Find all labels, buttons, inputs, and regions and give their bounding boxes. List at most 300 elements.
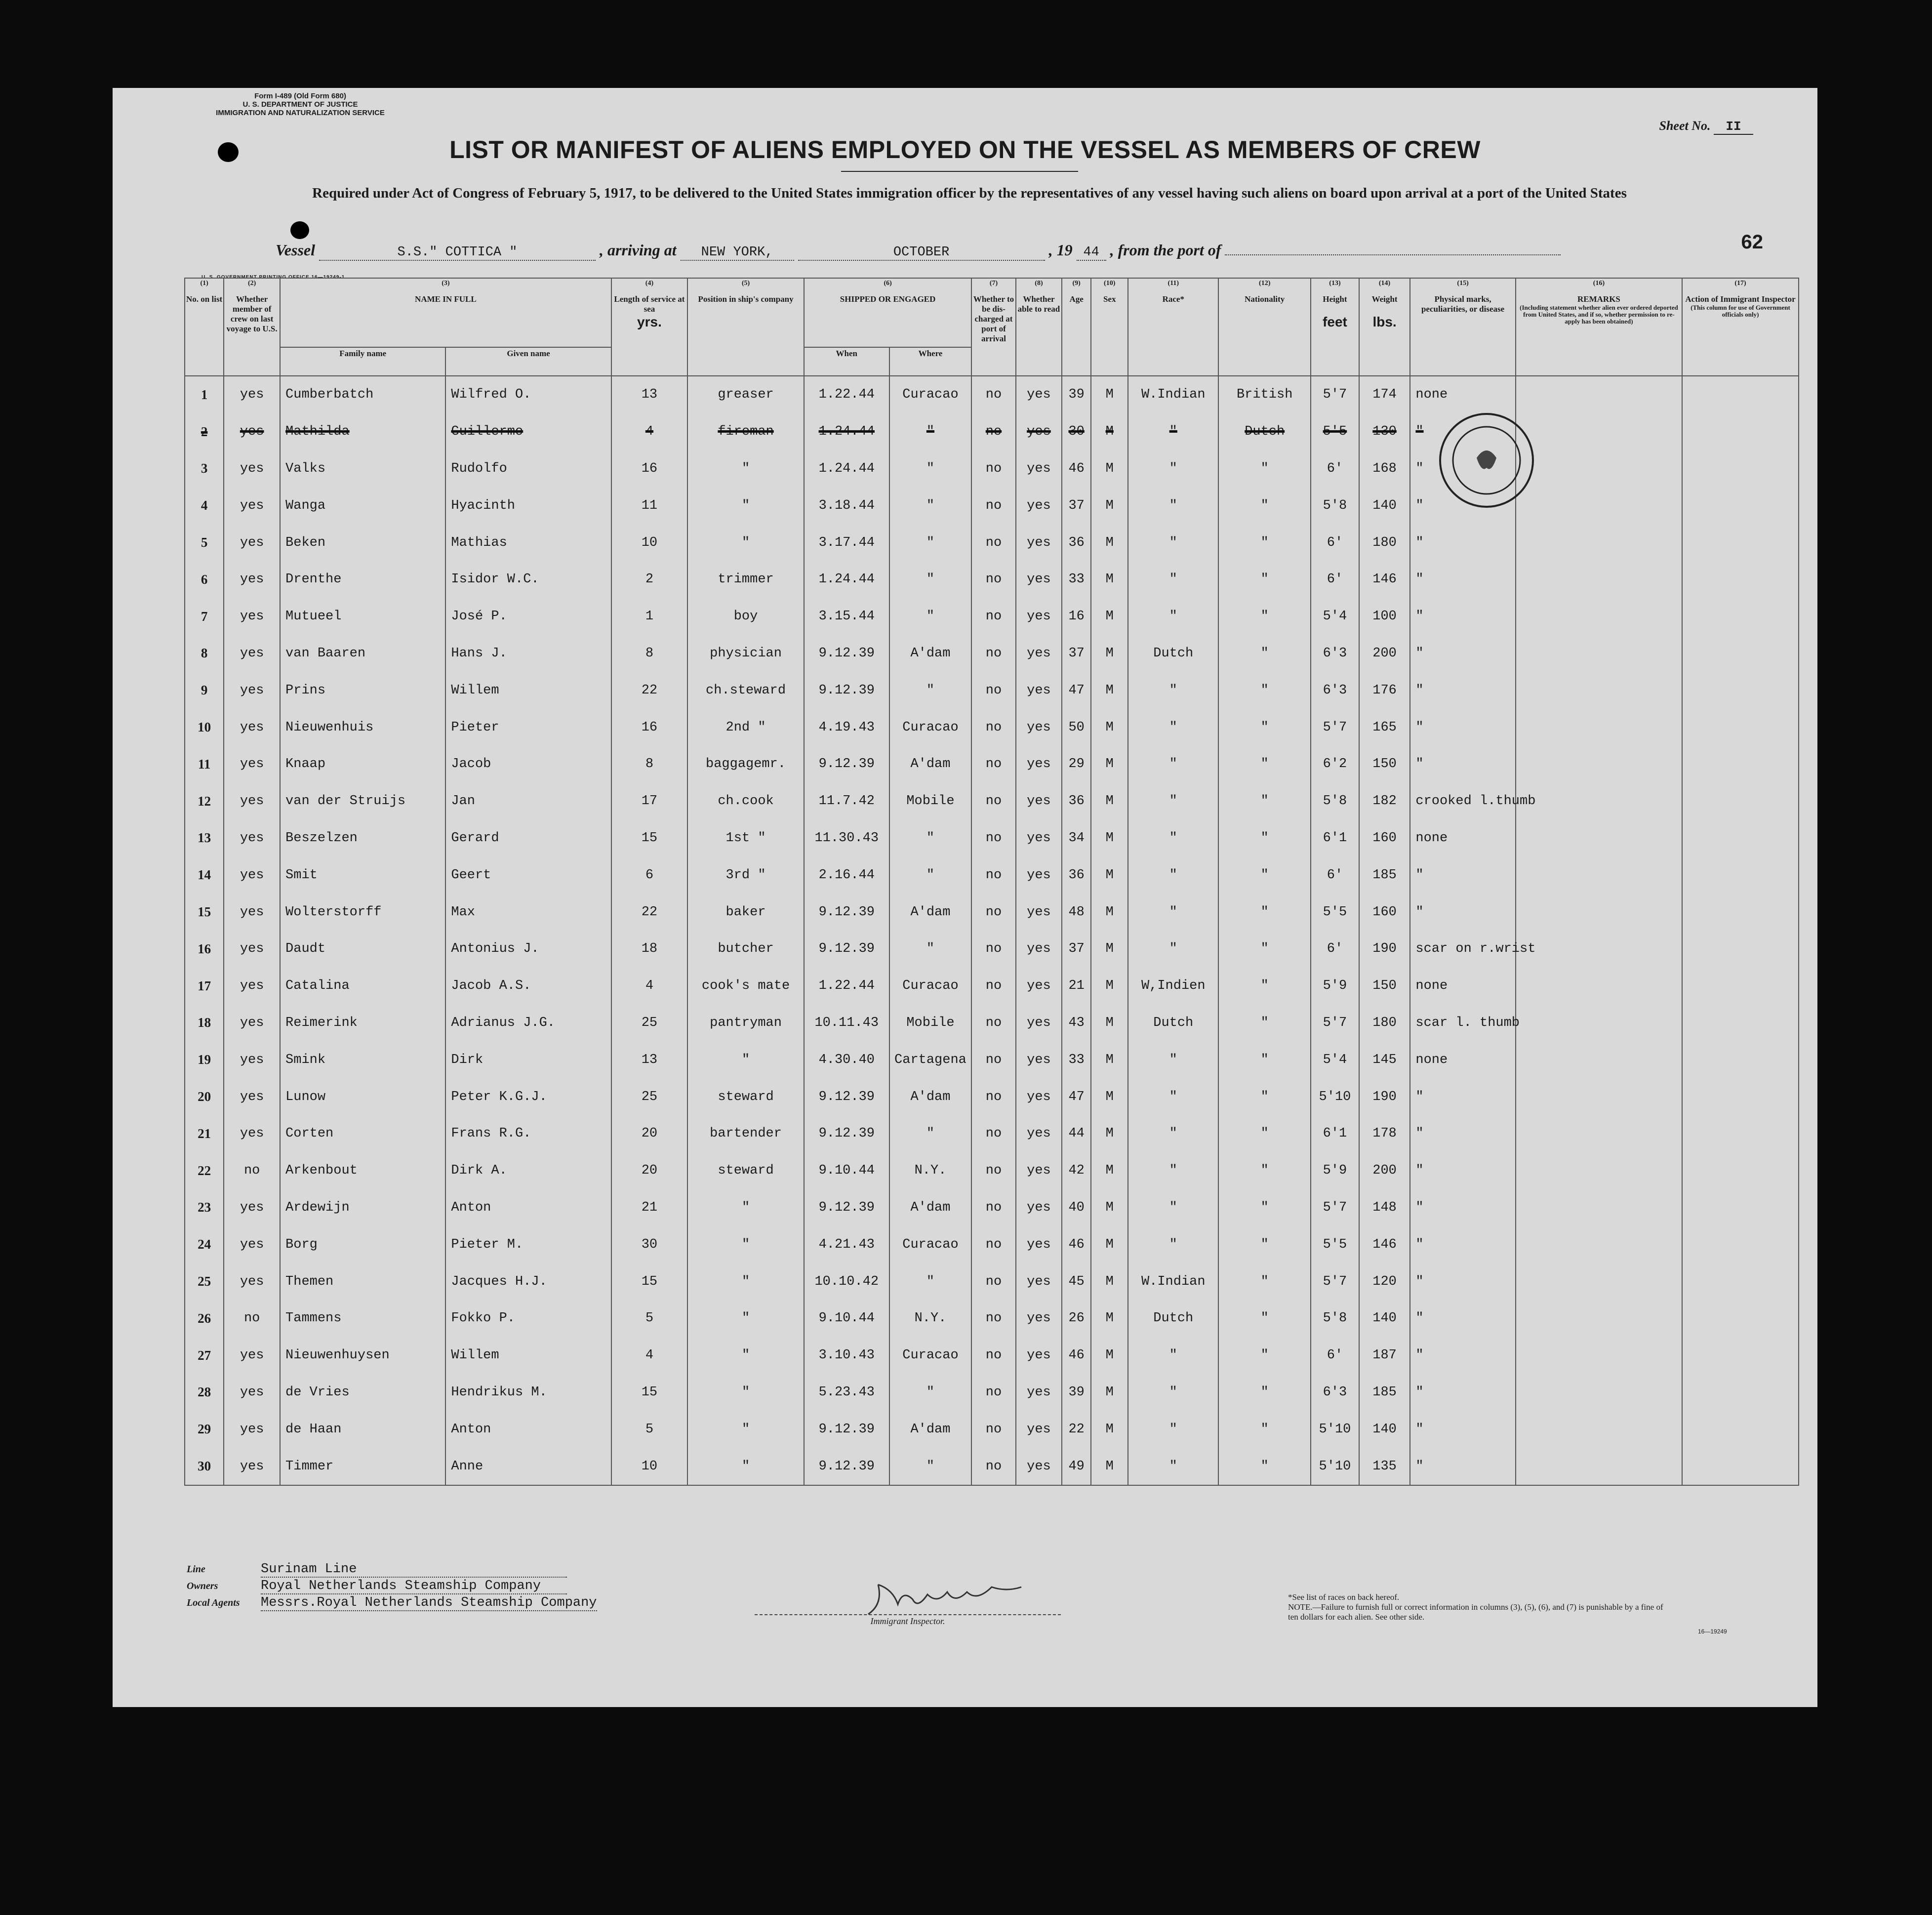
race-cell: "	[1128, 1189, 1218, 1226]
inspector-action-cell	[1682, 894, 1799, 931]
given-name-cell: Hyacinth	[445, 487, 611, 524]
table-row	[185, 1078, 1799, 1115]
inspector-action-cell	[1682, 672, 1799, 709]
shipped-when-cell: 4.19.43	[804, 709, 889, 746]
nationality-cell: "	[1218, 1411, 1311, 1448]
shipped-where-cell: A'dam	[889, 894, 972, 931]
service-years-cell: 4	[611, 968, 687, 1005]
remarks-cell	[1516, 746, 1682, 783]
family-name-cell: Ardewijn	[280, 1189, 445, 1226]
position-cell: fireman	[687, 413, 804, 450]
shipped-when-cell: 9.12.39	[804, 1115, 889, 1152]
last-voyage-cell: no	[224, 1152, 280, 1189]
weight-cell: 180	[1359, 524, 1410, 561]
title-divider	[841, 171, 1078, 172]
age-cell: 40	[1062, 1189, 1091, 1226]
position-cell: "	[687, 1411, 804, 1448]
remarks-cell	[1516, 561, 1682, 598]
table-row	[185, 450, 1799, 488]
age-cell: 29	[1062, 746, 1091, 783]
able-to-read-cell: yes	[1016, 1005, 1062, 1042]
owners-label: Owners	[187, 1581, 218, 1591]
physical-marks-cell: "	[1410, 1411, 1515, 1448]
nationality-cell: "	[1218, 1005, 1311, 1042]
shipped-where-cell: "	[889, 450, 972, 488]
race-cell: "	[1128, 1337, 1218, 1374]
physical-marks-cell: "	[1410, 487, 1515, 524]
family-name-cell: Lunow	[280, 1078, 445, 1115]
discharged-cell: no	[971, 635, 1015, 672]
given-name-cell: Mathias	[445, 524, 611, 561]
age-cell: 30	[1062, 413, 1091, 450]
sex-cell: M	[1091, 1189, 1128, 1226]
race-cell: "	[1128, 487, 1218, 524]
penalty-note: NOTE.—Failure to furnish full or correct information in columns (3), (5), (6), and (7) is punishable by a fine of ten dollars for each alien. See other side.	[1288, 1602, 1663, 1622]
given-name-cell: Max	[445, 894, 611, 931]
remarks-cell	[1516, 635, 1682, 672]
race-cell: "	[1128, 1374, 1218, 1411]
sex-cell: M	[1091, 709, 1128, 746]
discharged-cell: no	[971, 1448, 1015, 1485]
table-row	[185, 376, 1799, 413]
age-cell: 48	[1062, 894, 1091, 931]
shipped-when-cell: 9.12.39	[804, 1189, 889, 1226]
table-row	[185, 1005, 1799, 1042]
inspector-label: Immigrant Inspector.	[755, 1614, 1061, 1627]
family-name-cell: Beken	[280, 524, 445, 561]
discharged-cell: no	[971, 709, 1015, 746]
remarks-cell	[1516, 1005, 1682, 1042]
service-years-cell: 16	[611, 450, 687, 488]
position-cell: physician	[687, 635, 804, 672]
owners-value: Royal Netherlands Steamship Company	[261, 1579, 567, 1594]
shipped-when-cell: 9.12.39	[804, 1448, 889, 1485]
agents-value: Messrs.Royal Netherlands Steamship Company	[261, 1595, 597, 1610]
table-row	[185, 1152, 1799, 1189]
able-to-read-cell: yes	[1016, 672, 1062, 709]
position-cell: ch.steward	[687, 672, 804, 709]
position-cell: "	[687, 450, 804, 488]
shipped-where-cell: "	[889, 931, 972, 968]
height-cell: 6'	[1311, 524, 1359, 561]
position-cell: "	[687, 1226, 804, 1263]
sex-cell: M	[1091, 635, 1128, 672]
col-race: (11) Race*	[1128, 278, 1218, 376]
discharged-cell: no	[971, 561, 1015, 598]
race-cell: Dutch	[1128, 1005, 1218, 1042]
consulate-seal	[1437, 411, 1536, 510]
agents-row	[187, 1594, 597, 1611]
remarks-cell	[1516, 1152, 1682, 1189]
discharged-cell: no	[971, 1263, 1015, 1300]
position-cell: "	[687, 1448, 804, 1485]
col-last-voyage: (2) Whether member of crew on last voyage to U.S.	[224, 278, 280, 376]
race-cell: "	[1128, 561, 1218, 598]
line-label: Line	[187, 1564, 205, 1575]
service-years-cell: 10	[611, 1448, 687, 1485]
arrival-month: OCTOBER	[798, 245, 1045, 261]
physical-marks-cell: none	[1410, 1041, 1515, 1078]
nationality-cell: "	[1218, 1263, 1311, 1300]
footer-notes	[1288, 1592, 1663, 1622]
nationality-cell: "	[1218, 1189, 1311, 1226]
shipped-where-cell: "	[889, 672, 972, 709]
line-row	[187, 1561, 597, 1578]
shipped-where-cell: "	[889, 524, 972, 561]
nationality-cell: "	[1218, 1300, 1311, 1337]
age-cell: 36	[1062, 856, 1091, 894]
height-cell: 6'3	[1311, 1374, 1359, 1411]
race-cell: "	[1128, 450, 1218, 488]
inspector-action-cell	[1682, 1005, 1799, 1042]
physical-marks-cell: "	[1410, 856, 1515, 894]
inspector-action-cell	[1682, 1078, 1799, 1115]
physical-marks-cell: "	[1410, 894, 1515, 931]
inspector-action-cell	[1682, 1041, 1799, 1078]
sex-cell: M	[1091, 1226, 1128, 1263]
shipped-where-cell: Mobile	[889, 783, 972, 820]
row-number-cell: 19	[185, 1041, 224, 1078]
row-number-cell: 16	[185, 931, 224, 968]
row-number-cell: 24	[185, 1226, 224, 1263]
shipped-where-cell: "	[889, 1115, 972, 1152]
nationality-cell: "	[1218, 820, 1311, 857]
table-row	[185, 598, 1799, 635]
remarks-cell	[1516, 894, 1682, 931]
family-name-cell: van der Struijs	[280, 783, 445, 820]
service-years-cell: 4	[611, 413, 687, 450]
nationality-cell: "	[1218, 783, 1311, 820]
vessel-label: Vessel	[276, 241, 315, 259]
last-voyage-cell: no	[224, 1300, 280, 1337]
service-years-cell: 18	[611, 931, 687, 968]
shipped-when-cell: 9.12.39	[804, 894, 889, 931]
weight-cell: 135	[1359, 1448, 1410, 1485]
age-cell: 46	[1062, 450, 1091, 488]
row-number-cell: 4	[185, 487, 224, 524]
inspector-action-cell	[1682, 820, 1799, 857]
row-number-cell: 25	[185, 1263, 224, 1300]
age-cell: 34	[1062, 820, 1091, 857]
remarks-cell	[1516, 1226, 1682, 1263]
given-name-cell: Geert	[445, 856, 611, 894]
weight-cell: 100	[1359, 598, 1410, 635]
sex-cell: M	[1091, 1263, 1128, 1300]
service-years-cell: 8	[611, 746, 687, 783]
family-name-cell: Smit	[280, 856, 445, 894]
shipped-where-cell: "	[889, 1374, 972, 1411]
remarks-cell	[1516, 1337, 1682, 1374]
weight-cell: 200	[1359, 635, 1410, 672]
shipped-when-cell: 1.24.44	[804, 413, 889, 450]
row-number-cell: 21	[185, 1115, 224, 1152]
nationality-cell: "	[1218, 931, 1311, 968]
sex-cell: M	[1091, 968, 1128, 1005]
service-years-cell: 17	[611, 783, 687, 820]
inspector-action-cell	[1682, 1374, 1799, 1411]
remarks-cell	[1516, 1374, 1682, 1411]
physical-marks-cell: "	[1410, 561, 1515, 598]
physical-marks-cell: "	[1410, 1152, 1515, 1189]
remarks-cell	[1516, 524, 1682, 561]
sex-cell: M	[1091, 1152, 1128, 1189]
col-sex: (10) Sex	[1091, 278, 1128, 376]
sex-cell: M	[1091, 376, 1128, 413]
age-cell: 39	[1062, 1374, 1091, 1411]
last-voyage-cell: yes	[224, 709, 280, 746]
sex-cell: M	[1091, 1374, 1128, 1411]
col-number: (1) No. on list	[185, 278, 224, 376]
family-name-cell: Arkenbout	[280, 1152, 445, 1189]
shipped-when-cell: 9.12.39	[804, 1078, 889, 1115]
position-cell: 3rd "	[687, 856, 804, 894]
position-cell: "	[687, 1263, 804, 1300]
row-number-cell: 29	[185, 1411, 224, 1448]
inspector-action-cell	[1682, 746, 1799, 783]
physical-marks-cell: "	[1410, 1448, 1515, 1485]
row-number-cell: 26	[185, 1300, 224, 1337]
height-cell: 5'9	[1311, 968, 1359, 1005]
sheet-number-value: II	[1714, 119, 1753, 135]
able-to-read-cell: yes	[1016, 820, 1062, 857]
inspector-action-cell	[1682, 1226, 1799, 1263]
height-cell: 5'10	[1311, 1411, 1359, 1448]
service-years-cell: 15	[611, 1374, 687, 1411]
family-name-cell: Drenthe	[280, 561, 445, 598]
nationality-cell: "	[1218, 1374, 1311, 1411]
family-name-cell: Valks	[280, 450, 445, 488]
weight-cell: 176	[1359, 672, 1410, 709]
row-number-cell: 17	[185, 968, 224, 1005]
family-name-cell: Beszelzen	[280, 820, 445, 857]
remarks-cell	[1516, 1078, 1682, 1115]
family-name-cell: Mutueel	[280, 598, 445, 635]
position-cell: "	[687, 1300, 804, 1337]
able-to-read-cell: yes	[1016, 1263, 1062, 1300]
shipped-when-cell: 1.24.44	[804, 450, 889, 488]
nationality-cell: "	[1218, 672, 1311, 709]
inspector-action-cell	[1682, 709, 1799, 746]
weight-cell: 150	[1359, 746, 1410, 783]
shipped-where-cell: Curacao	[889, 1226, 972, 1263]
last-voyage-cell: yes	[224, 376, 280, 413]
nationality-cell: "	[1218, 1448, 1311, 1485]
position-cell: steward	[687, 1152, 804, 1189]
age-cell: 43	[1062, 1005, 1091, 1042]
arrival-year: 44	[1077, 245, 1106, 261]
shipped-when-cell: 9.12.39	[804, 635, 889, 672]
age-cell: 36	[1062, 524, 1091, 561]
able-to-read-cell: yes	[1016, 783, 1062, 820]
nationality-cell: Dutch	[1218, 413, 1311, 450]
race-cell: Dutch	[1128, 635, 1218, 672]
shipped-when-cell: 10.11.43	[804, 1005, 889, 1042]
discharged-cell: no	[971, 672, 1015, 709]
remarks-cell	[1516, 820, 1682, 857]
discharged-cell: no	[971, 1115, 1015, 1152]
able-to-read-cell: yes	[1016, 1115, 1062, 1152]
last-voyage-cell: yes	[224, 968, 280, 1005]
discharged-cell: no	[971, 1300, 1015, 1337]
age-cell: 47	[1062, 672, 1091, 709]
age-cell: 50	[1062, 709, 1091, 746]
races-note: *See list of races on back hereof.	[1288, 1592, 1400, 1602]
col-where: Where	[889, 347, 972, 376]
weight-cell: 185	[1359, 1374, 1410, 1411]
shipped-when-cell: 3.17.44	[804, 524, 889, 561]
able-to-read-cell: yes	[1016, 524, 1062, 561]
given-name-cell: Anton	[445, 1411, 611, 1448]
race-cell: "	[1128, 931, 1218, 968]
family-name-cell: Nieuwenhuis	[280, 709, 445, 746]
table-row	[185, 1226, 1799, 1263]
race-cell: "	[1128, 524, 1218, 561]
table-row	[185, 968, 1799, 1005]
table-row	[185, 672, 1799, 709]
remarks-cell	[1516, 783, 1682, 820]
last-voyage-cell: yes	[224, 450, 280, 488]
height-cell: 5'8	[1311, 783, 1359, 820]
row-number-cell: 6	[185, 561, 224, 598]
shipped-where-cell: N.Y.	[889, 1152, 972, 1189]
given-name-cell: Peter K.G.J.	[445, 1078, 611, 1115]
shipped-when-cell: 9.12.39	[804, 746, 889, 783]
given-name-cell: Willem	[445, 672, 611, 709]
shipped-where-cell: A'dam	[889, 1078, 972, 1115]
position-cell: greaser	[687, 376, 804, 413]
weight-cell: 165	[1359, 709, 1410, 746]
able-to-read-cell: yes	[1016, 1152, 1062, 1189]
given-name-cell: Pieter M.	[445, 1226, 611, 1263]
height-cell: 6'2	[1311, 746, 1359, 783]
last-voyage-cell: yes	[224, 856, 280, 894]
race-cell: W.Indian	[1128, 376, 1218, 413]
remarks-cell	[1516, 1189, 1682, 1226]
physical-marks-cell: "	[1410, 1078, 1515, 1115]
able-to-read-cell: yes	[1016, 413, 1062, 450]
remarks-cell	[1516, 1448, 1682, 1485]
given-name-cell: Anne	[445, 1448, 611, 1485]
race-cell: "	[1128, 1152, 1218, 1189]
discharged-cell: no	[971, 1337, 1015, 1374]
age-cell: 47	[1062, 1078, 1091, 1115]
height-cell: 5'8	[1311, 487, 1359, 524]
shipped-where-cell: "	[889, 1263, 972, 1300]
shipped-where-cell: Curacao	[889, 968, 972, 1005]
last-voyage-cell: yes	[224, 1005, 280, 1042]
position-cell: 2nd "	[687, 709, 804, 746]
form-code: 16—19249	[1698, 1628, 1727, 1635]
remarks-cell	[1516, 376, 1682, 413]
shipped-when-cell: 11.30.43	[804, 820, 889, 857]
age-cell: 46	[1062, 1337, 1091, 1374]
inspector-action-cell	[1682, 1189, 1799, 1226]
table-row	[185, 1337, 1799, 1374]
discharged-cell: no	[971, 1226, 1015, 1263]
service-years-cell: 4	[611, 1337, 687, 1374]
able-to-read-cell: yes	[1016, 709, 1062, 746]
position-cell: ch.cook	[687, 783, 804, 820]
row-number-cell: 3	[185, 450, 224, 488]
table-header	[185, 278, 1799, 376]
col-given-name: Given name	[445, 347, 611, 376]
col-shipped-or-engaged: (6) SHIPPED OR ENGAGED	[804, 278, 971, 347]
physical-marks-cell: "	[1410, 1115, 1515, 1152]
nationality-cell: "	[1218, 561, 1311, 598]
shipped-where-cell: A'dam	[889, 746, 972, 783]
family-name-cell: Reimerink	[280, 1005, 445, 1042]
nationality-cell: "	[1218, 1078, 1311, 1115]
shipped-where-cell: A'dam	[889, 1189, 972, 1226]
row-number-cell: 8	[185, 635, 224, 672]
nationality-cell: "	[1218, 487, 1311, 524]
nationality-cell: "	[1218, 1115, 1311, 1152]
last-voyage-cell: yes	[224, 487, 280, 524]
shipped-when-cell: 9.10.44	[804, 1152, 889, 1189]
family-name-cell: Wolterstorff	[280, 894, 445, 931]
page-subtitle: Required under Act of Congress of February 5, 1917, to be delivered to the United States immigration officer by the representatives of any vessel having such aliens on board upon arrival at a port of the United States	[312, 185, 1627, 201]
age-cell: 22	[1062, 1411, 1091, 1448]
col-when: When	[804, 347, 889, 376]
shipped-when-cell: 1.22.44	[804, 376, 889, 413]
footer-block	[187, 1561, 597, 1611]
given-name-cell: Antonius J.	[445, 931, 611, 968]
remarks-cell	[1516, 450, 1682, 488]
nationality-cell: "	[1218, 746, 1311, 783]
race-cell: "	[1128, 783, 1218, 820]
nationality-cell: "	[1218, 894, 1311, 931]
height-cell: 6'3	[1311, 672, 1359, 709]
table-row	[185, 931, 1799, 968]
nationality-cell: "	[1218, 856, 1311, 894]
weight-cell: 182	[1359, 783, 1410, 820]
able-to-read-cell: yes	[1016, 1078, 1062, 1115]
age-cell: 49	[1062, 1448, 1091, 1485]
height-cell: 5'9	[1311, 1152, 1359, 1189]
remarks-cell	[1516, 709, 1682, 746]
sex-cell: M	[1091, 598, 1128, 635]
last-voyage-cell: yes	[224, 1448, 280, 1485]
race-cell: "	[1128, 1448, 1218, 1485]
weight-cell: 178	[1359, 1115, 1410, 1152]
able-to-read-cell: yes	[1016, 561, 1062, 598]
given-name-cell: Wilfred O.	[445, 376, 611, 413]
year-prefix: , 19	[1048, 241, 1073, 259]
inspector-action-cell	[1682, 635, 1799, 672]
punch-hole	[290, 221, 309, 239]
shipped-where-cell: A'dam	[889, 1411, 972, 1448]
position-cell: pantryman	[687, 1005, 804, 1042]
height-cell: 5'4	[1311, 1041, 1359, 1078]
age-cell: 37	[1062, 931, 1091, 968]
age-cell: 21	[1062, 968, 1091, 1005]
col-weight: (14) Weight lbs.	[1359, 278, 1410, 376]
arrival-port: NEW YORK,	[681, 245, 794, 261]
race-cell: "	[1128, 672, 1218, 709]
physical-marks-cell: "	[1410, 635, 1515, 672]
age-cell: 45	[1062, 1263, 1091, 1300]
table-row	[185, 1374, 1799, 1411]
sex-cell: M	[1091, 1337, 1128, 1374]
shipped-where-cell: "	[889, 820, 972, 857]
inspector-action-cell	[1682, 783, 1799, 820]
sex-cell: M	[1091, 1005, 1128, 1042]
shipped-when-cell: 9.10.44	[804, 1300, 889, 1337]
last-voyage-cell: yes	[224, 783, 280, 820]
physical-marks-cell: none	[1410, 968, 1515, 1005]
nationality-cell: "	[1218, 524, 1311, 561]
given-name-cell: Anton	[445, 1189, 611, 1226]
